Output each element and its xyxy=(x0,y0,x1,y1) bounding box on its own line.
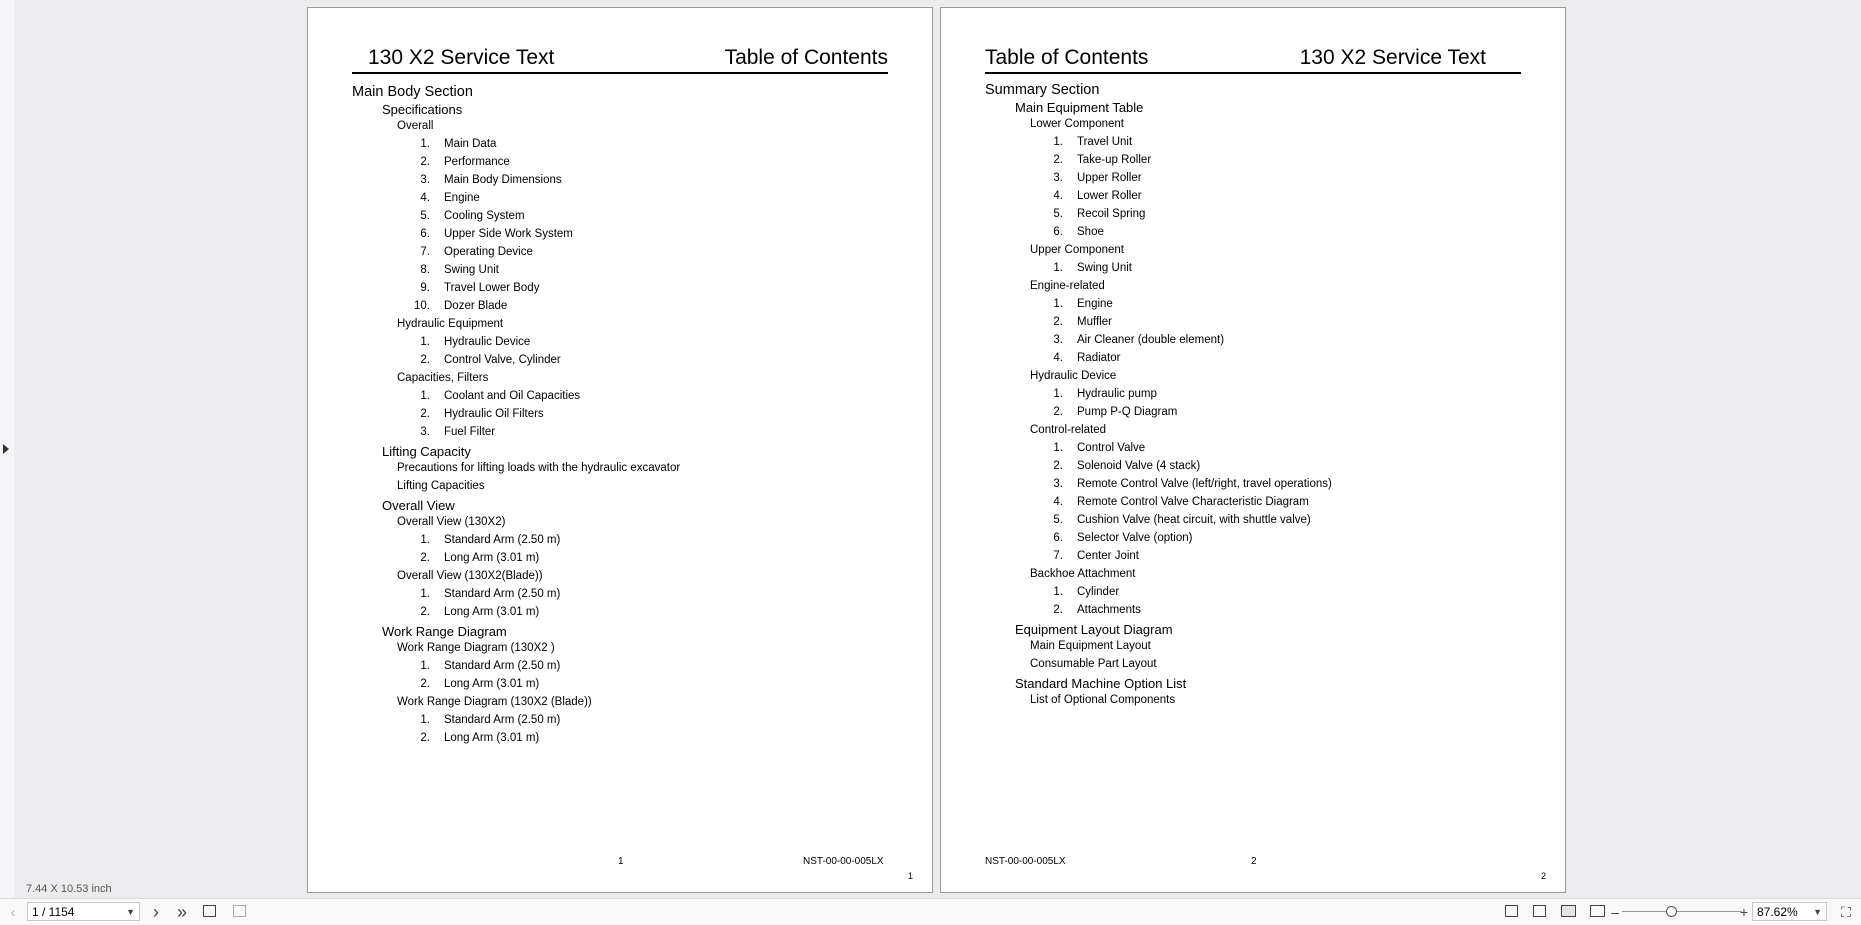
toc-entry-text: Engine-related xyxy=(1030,280,1105,292)
toc-entry-text: Long Arm (3.01 m) xyxy=(444,552,540,564)
page-number-input[interactable] xyxy=(27,902,140,921)
toc-entry-number: 5. xyxy=(1053,208,1063,220)
toc-entry-level-3[interactable] xyxy=(985,604,1545,622)
toc-entry-number: 9. xyxy=(420,282,430,294)
toc-entry-number: 2. xyxy=(420,408,430,420)
toc-entry-text: Standard Arm (2.50 m) xyxy=(444,534,561,546)
sheet-number: 1 xyxy=(908,871,914,881)
toc-entry-level-3[interactable] xyxy=(352,606,912,624)
toc-entry-text: Swing Unit xyxy=(1077,262,1132,274)
toc-entry-level-3[interactable] xyxy=(985,388,1545,406)
toc-entry-level-0[interactable] xyxy=(352,84,912,102)
toc-entry-text: Hydraulic Device xyxy=(1030,370,1117,382)
toc-entry-number: 3. xyxy=(1053,478,1063,490)
toc-entry-text: Pump P-Q Diagram xyxy=(1077,406,1178,418)
sidebar-panel xyxy=(0,0,15,898)
toc-entry-level-3[interactable] xyxy=(985,532,1545,550)
toc-entry-text: Muffler xyxy=(1077,316,1112,328)
paste-page-icon[interactable] xyxy=(233,905,246,917)
header-right-title: 130 X2 Service Text xyxy=(1299,46,1486,69)
toc-entry-text: Capacities, Filters xyxy=(397,372,489,384)
toc-entry-level-1[interactable] xyxy=(985,676,1545,694)
toc-entry-text: Work Range Diagram (130X2 (Blade)) xyxy=(397,696,592,708)
toc-entry-number: 3. xyxy=(1053,172,1063,184)
toc-entry-level-3[interactable] xyxy=(985,514,1545,532)
document-page-1 xyxy=(307,7,933,893)
toc-entry-text: Specifications xyxy=(382,102,463,117)
document-page-2 xyxy=(940,7,1566,893)
toc-entry-text: Solenoid Valve (4 stack) xyxy=(1077,460,1201,472)
toc-entry-level-1[interactable] xyxy=(985,622,1545,640)
toc-entry-text: Swing Unit xyxy=(444,264,499,276)
toc-entry-text: Travel Lower Body xyxy=(444,282,540,294)
document-size-label: 7.44 X 10.53 inch xyxy=(26,883,112,895)
table-of-contents xyxy=(985,82,1545,712)
footer-doc-code: NST-00-00-005LX xyxy=(803,856,884,867)
toc-entry-level-2[interactable] xyxy=(352,570,912,588)
toc-entry-text: Remote Control Valve Characteristic Diagram xyxy=(1077,496,1309,508)
toc-entry-text: Fuel Filter xyxy=(444,426,496,438)
toc-entry-level-2[interactable] xyxy=(985,244,1545,262)
toc-entry-number: 1. xyxy=(1053,298,1063,310)
continuous-view-icon[interactable] xyxy=(1533,905,1546,917)
toc-entry-text: Coolant and Oil Capacities xyxy=(444,390,581,402)
toc-entry-level-2[interactable] xyxy=(352,480,912,498)
toc-entry-level-2[interactable] xyxy=(985,370,1545,388)
toc-entry-level-3[interactable] xyxy=(352,282,912,300)
toc-entry-text: Engine xyxy=(444,192,480,204)
toc-entry-level-3[interactable] xyxy=(985,406,1545,424)
toc-entry-number: 1. xyxy=(420,138,430,150)
toc-entry-text: Backhoe Attachment xyxy=(1030,568,1136,580)
toc-entry-text: Summary Section xyxy=(985,82,1100,98)
toc-entry-text: Cushion Valve (heat circuit, with shuttle valve) xyxy=(1077,514,1311,526)
sidebar-toggle-icon[interactable] xyxy=(3,444,9,454)
toc-entry-text: Center Joint xyxy=(1077,550,1140,562)
toc-entry-level-2[interactable] xyxy=(985,280,1545,298)
toc-entry-number: 5. xyxy=(420,210,430,222)
toc-entry-number: 2. xyxy=(420,678,430,690)
table-of-contents xyxy=(352,84,912,750)
toc-entry-level-2[interactable] xyxy=(352,372,912,390)
toc-entry-number: 1. xyxy=(1053,136,1063,148)
toc-entry-number: 2. xyxy=(420,354,430,366)
toc-entry-level-3[interactable] xyxy=(352,174,912,192)
toc-entry-level-2[interactable] xyxy=(985,694,1545,712)
toc-entry-level-3[interactable] xyxy=(985,208,1545,226)
toc-entry-level-2[interactable] xyxy=(352,642,912,660)
toc-entry-level-3[interactable] xyxy=(352,192,912,210)
toc-entry-text: Long Arm (3.01 m) xyxy=(444,678,540,690)
toc-entry-number: 3. xyxy=(1053,334,1063,346)
toc-entry-text: Upper Component xyxy=(1030,244,1124,256)
zoom-slider-handle[interactable] xyxy=(1666,906,1677,917)
toc-entry-level-2[interactable] xyxy=(985,568,1545,586)
toc-entry-number: 1. xyxy=(420,534,430,546)
toc-entry-number: 2. xyxy=(420,552,430,564)
toc-entry-level-3[interactable] xyxy=(352,714,912,732)
toc-entry-level-1[interactable] xyxy=(352,102,912,120)
toc-entry-text: Main Body Section xyxy=(352,84,473,100)
toc-entry-text: Shoe xyxy=(1077,226,1104,238)
toc-entry-text: Lifting Capacity xyxy=(382,444,471,459)
toc-entry-text: Long Arm (3.01 m) xyxy=(444,732,540,744)
toc-entry-text: Upper Side Work System xyxy=(444,228,573,240)
single-page-view-icon[interactable] xyxy=(1505,905,1518,917)
toc-entry-text: Air Cleaner (double element) xyxy=(1077,334,1225,346)
toc-entry-number: 7. xyxy=(1053,550,1063,562)
toc-entry-level-1[interactable] xyxy=(352,444,912,462)
toc-entry-level-2[interactable] xyxy=(352,462,912,480)
toc-entry-text: Lower Component xyxy=(1030,118,1124,130)
toc-entry-number: 1. xyxy=(420,390,430,402)
toc-entry-level-3[interactable] xyxy=(985,352,1545,370)
toc-entry-level-3[interactable] xyxy=(352,660,912,678)
toc-entry-text: Standard Arm (2.50 m) xyxy=(444,714,561,726)
toc-entry-number: 1. xyxy=(420,336,430,348)
toc-entry-text: List of Optional Components xyxy=(1030,694,1176,706)
zoom-level-value: 87.62% xyxy=(1757,905,1798,919)
zoom-slider[interactable] xyxy=(1622,911,1742,912)
toc-entry-text: Control Valve xyxy=(1077,442,1146,454)
chevron-right-icon[interactable]: › xyxy=(153,902,159,922)
toc-entry-text: Hydraulic Equipment xyxy=(397,318,504,330)
sheet-number: 2 xyxy=(1541,871,1547,881)
toc-entry-number: 1. xyxy=(1053,442,1063,454)
toc-entry-text: Overall View xyxy=(382,498,455,513)
toc-entry-text: Attachments xyxy=(1077,604,1141,616)
toc-entry-text: Standard Machine Option List xyxy=(1015,676,1187,691)
toc-entry-number: 4. xyxy=(1053,496,1063,508)
toc-entry-text: Travel Unit xyxy=(1077,136,1133,148)
toc-entry-level-3[interactable] xyxy=(985,298,1545,316)
toc-entry-text: Lifting Capacities xyxy=(397,480,485,492)
toc-entry-number: 2. xyxy=(1053,316,1063,328)
toc-entry-number: 1. xyxy=(420,714,430,726)
toc-entry-text: Cooling System xyxy=(444,210,525,222)
toc-entry-text: Lower Roller xyxy=(1077,190,1142,202)
footer-page-number: 2 xyxy=(1251,856,1257,867)
toc-entry-level-3[interactable] xyxy=(352,210,912,228)
toc-entry-number: 1. xyxy=(420,588,430,600)
toc-entry-text: Control-related xyxy=(1030,424,1107,436)
toc-entry-number: 6. xyxy=(420,228,430,240)
toc-entry-number: 1. xyxy=(1053,586,1063,598)
toc-entry-text: Main Equipment Layout xyxy=(1030,640,1151,652)
toc-entry-text: Overall View (130X2(Blade)) xyxy=(397,570,543,582)
toc-entry-number: 4. xyxy=(1053,352,1063,364)
toc-entry-number: 2. xyxy=(1053,604,1063,616)
chevron-left-icon[interactable]: ‹ xyxy=(10,904,16,920)
toc-entry-number: 10. xyxy=(414,300,430,312)
toc-entry-text: Work Range Diagram xyxy=(382,624,507,639)
toc-entry-text: Hydraulic pump xyxy=(1077,388,1157,400)
toc-entry-number: 2. xyxy=(1053,460,1063,472)
toc-entry-level-3[interactable] xyxy=(352,534,912,552)
toc-entry-text: Remote Control Valve (left/right, travel operations) xyxy=(1077,478,1332,490)
toc-entry-number: 2. xyxy=(1053,406,1063,418)
toc-entry-level-3[interactable] xyxy=(352,390,912,408)
toc-entry-number: 4. xyxy=(1053,190,1063,202)
toc-entry-number: 2. xyxy=(420,606,430,618)
toc-entry-number: 8. xyxy=(420,264,430,276)
zoom-in-icon[interactable]: + xyxy=(1739,904,1749,920)
two-page-view-icon[interactable] xyxy=(1561,905,1576,917)
toc-entry-text: Overall View (130X2) xyxy=(397,516,506,528)
toc-entry-level-3[interactable] xyxy=(352,138,912,156)
toc-entry-number: 6. xyxy=(1053,532,1063,544)
toc-entry-text: Work Range Diagram (130X2 ) xyxy=(397,642,555,654)
toc-entry-text: Operating Device xyxy=(444,246,533,258)
double-chevron-right-icon[interactable]: » xyxy=(176,902,187,922)
document-viewer xyxy=(14,0,1861,898)
toc-entry-level-2[interactable] xyxy=(985,424,1545,442)
toc-entry-level-3[interactable] xyxy=(985,316,1545,334)
toc-entry-level-2[interactable] xyxy=(985,640,1545,658)
toc-entry-level-3[interactable] xyxy=(352,354,912,372)
toc-entry-text: Control Valve, Cylinder xyxy=(444,354,561,366)
toc-entry-text: Standard Arm (2.50 m) xyxy=(444,588,561,600)
toc-entry-level-3[interactable] xyxy=(352,228,912,246)
toc-entry-level-1[interactable] xyxy=(352,498,912,516)
footer-page-number: 1 xyxy=(618,856,624,867)
toc-entry-number: 6. xyxy=(1053,226,1063,238)
page-header xyxy=(985,40,1521,74)
toc-entry-number: 2. xyxy=(420,156,430,168)
toc-entry-text: Main Equipment Table xyxy=(1015,100,1144,115)
two-page-continuous-icon[interactable] xyxy=(1590,905,1605,917)
toc-entry-level-3[interactable] xyxy=(352,156,912,174)
toc-entry-level-3[interactable] xyxy=(985,226,1545,244)
header-left-title: Table of Contents xyxy=(985,46,1149,69)
page-indicator: 1 / 1154 xyxy=(32,905,75,919)
toc-entry-level-3[interactable] xyxy=(985,442,1545,460)
toc-entry-level-3[interactable] xyxy=(985,154,1545,172)
toc-entry-text: Consumable Part Layout xyxy=(1030,658,1157,670)
toc-entry-level-3[interactable] xyxy=(352,552,912,570)
toc-entry-text: Performance xyxy=(444,156,510,168)
toc-entry-number: 3. xyxy=(420,174,430,186)
toc-entry-level-2[interactable] xyxy=(985,118,1545,136)
toc-entry-text: Radiator xyxy=(1077,352,1121,364)
toc-entry-level-3[interactable] xyxy=(985,478,1545,496)
toc-entry-number: 5. xyxy=(1053,514,1063,526)
fullscreen-icon[interactable]: ⛶ xyxy=(1841,904,1851,920)
toc-entry-text: Upper Roller xyxy=(1077,172,1142,184)
toc-entry-level-3[interactable] xyxy=(352,678,912,696)
toc-entry-level-3[interactable] xyxy=(352,336,912,354)
toc-entry-number: 4. xyxy=(420,192,430,204)
toc-entry-text: Hydraulic Device xyxy=(444,336,531,348)
toc-entry-text: Standard Arm (2.50 m) xyxy=(444,660,561,672)
toc-entry-level-3[interactable] xyxy=(352,300,912,318)
toc-entry-level-3[interactable] xyxy=(352,426,912,444)
toc-entry-level-1[interactable] xyxy=(352,624,912,642)
toc-entry-level-3[interactable] xyxy=(352,408,912,426)
zoom-out-icon[interactable]: – xyxy=(1611,904,1619,920)
toc-entry-text: Dozer Blade xyxy=(444,300,508,312)
chevron-down-icon[interactable]: ▼ xyxy=(126,907,135,917)
toc-entry-text: Recoil Spring xyxy=(1077,208,1146,220)
toc-entry-level-2[interactable] xyxy=(352,120,912,138)
toc-entry-text: Overall xyxy=(397,120,434,132)
toc-entry-level-3[interactable] xyxy=(985,496,1545,514)
toc-entry-level-3[interactable] xyxy=(352,588,912,606)
toc-entry-number: 1. xyxy=(1053,388,1063,400)
toc-entry-level-3[interactable] xyxy=(985,262,1545,280)
toc-entry-level-3[interactable] xyxy=(352,246,912,264)
header-left-title: 130 X2 Service Text xyxy=(368,46,555,69)
toc-entry-level-3[interactable] xyxy=(985,550,1545,568)
zoom-level-select[interactable] xyxy=(1752,902,1827,921)
status-bar xyxy=(0,898,1861,925)
toc-entry-level-3[interactable] xyxy=(985,586,1545,604)
toc-entry-text: Long Arm (3.01 m) xyxy=(444,606,540,618)
header-right-title: Table of Contents xyxy=(724,46,888,69)
toc-entry-level-3[interactable] xyxy=(985,334,1545,352)
toc-entry-text: Main Body Dimensions xyxy=(444,174,562,186)
toc-entry-text: Selector Valve (option) xyxy=(1077,532,1193,544)
page-header xyxy=(352,40,888,74)
toc-entry-level-3[interactable] xyxy=(352,732,912,750)
toc-entry-level-2[interactable] xyxy=(352,696,912,714)
toc-entry-text: Take-up Roller xyxy=(1077,154,1152,166)
toc-entry-level-3[interactable] xyxy=(985,172,1545,190)
toc-entry-level-2[interactable] xyxy=(352,318,912,336)
toc-entry-number: 3. xyxy=(420,426,430,438)
toc-entry-level-3[interactable] xyxy=(352,264,912,282)
toc-entry-text: Equipment Layout Diagram xyxy=(1015,622,1173,637)
toc-entry-level-1[interactable] xyxy=(985,100,1545,118)
toc-entry-text: Hydraulic Oil Filters xyxy=(444,408,544,420)
toc-entry-number: 2. xyxy=(420,732,430,744)
toc-entry-text: Engine xyxy=(1077,298,1113,310)
toc-entry-text: Cylinder xyxy=(1077,586,1120,598)
footer-doc-code: NST-00-00-005LX xyxy=(985,856,1066,867)
toc-entry-level-3[interactable] xyxy=(985,136,1545,154)
toc-entry-text: Precautions for lifting loads with the hydraulic excavator xyxy=(397,462,681,474)
toc-entry-number: 1. xyxy=(1053,262,1063,274)
chevron-down-icon[interactable]: ▼ xyxy=(1813,907,1822,917)
toc-entry-text: Main Data xyxy=(444,138,497,150)
copy-page-icon[interactable] xyxy=(203,905,216,917)
toc-entry-number: 1. xyxy=(420,660,430,672)
toc-entry-level-0[interactable] xyxy=(985,82,1545,100)
toc-entry-level-2[interactable] xyxy=(352,516,912,534)
toc-entry-level-3[interactable] xyxy=(985,460,1545,478)
toc-entry-level-3[interactable] xyxy=(985,190,1545,208)
toc-entry-number: 2. xyxy=(1053,154,1063,166)
toc-entry-number: 7. xyxy=(420,246,430,258)
toc-entry-level-2[interactable] xyxy=(985,658,1545,676)
